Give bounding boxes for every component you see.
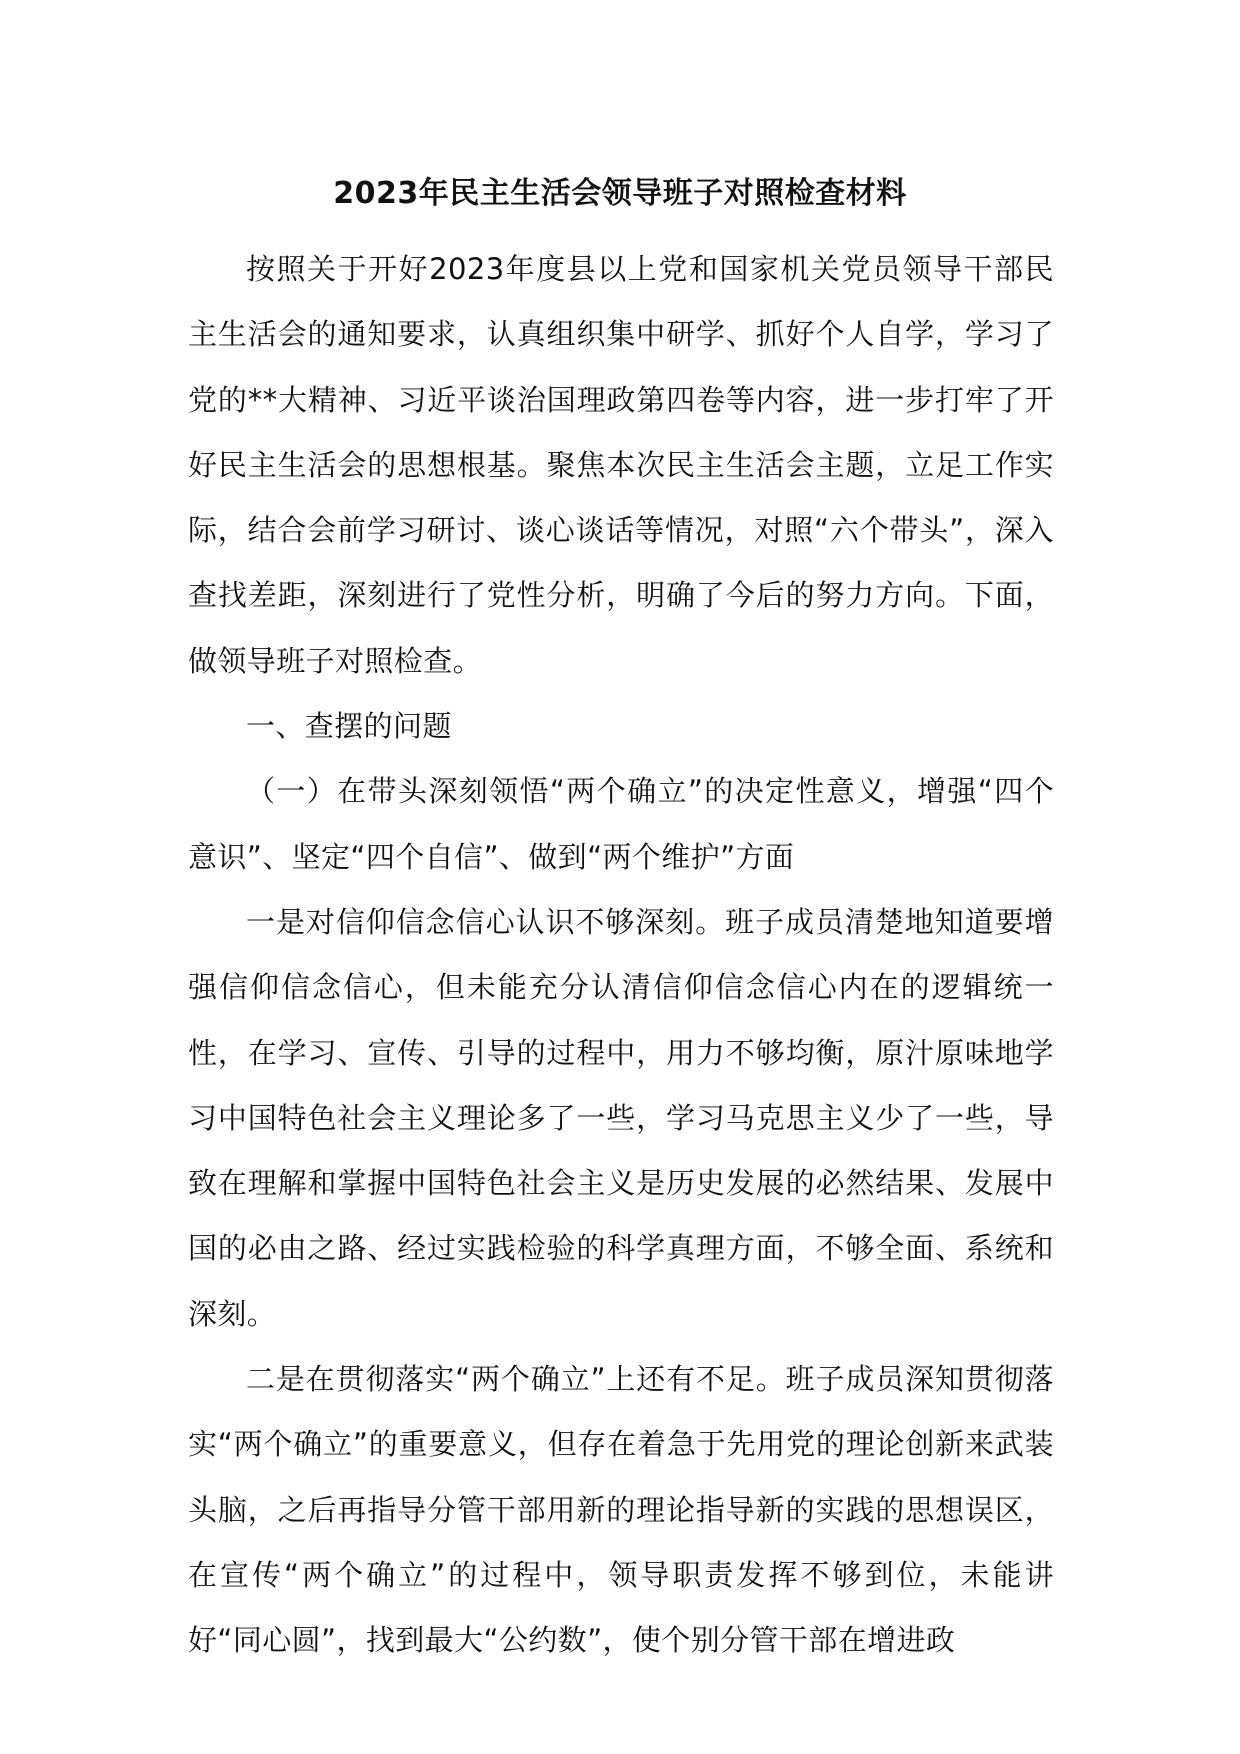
- document-title: 2023年民主生活会领导班子对照检查材料: [333, 176, 907, 211]
- document-body: [188, 237, 1054, 1674]
- subsection-heading: （一）在带头深刻领悟“两个确立”的决定性意义，增强“四个意识”、坚定“四个自信”、做到“两个维护”方面: [188, 774, 1054, 874]
- intro-paragraph: 按照关于开好2023年度县以上党和国家机关党员领导干部民主生活会的通知要求，认真组织集中研学、抓好个人自学，学习了党的**大精神、习近平谈治国理政第四卷等内容，进一步打牢了开好民主生活会的思想根基。聚焦本次民主生活会主题，立足工作实际，结合会前学习研讨、谈心谈话等情况，对照“六个带头”，深入查找差距，深刻进行了党性分析，明确了今后的努力方向。下面，做领导班子对照检查。: [188, 252, 1054, 678]
- section-heading: 一、查摆的问题: [246, 709, 452, 744]
- point-one-paragraph: 一是对信仰信念信心认识不够深刻。班子成员清楚地知道要增强信仰信念信心，但未能充分认清信仰信念信心内在的逻辑统一性，在学习、宣传、引导的过程中，用力不够均衡，原汁原味地学习中国特色社会主义理论多了一些，学习马克思主义少了一些，导致在理解和掌握中国特色社会主义是历史发展的必然结果、发展中国的必由之路、经过实践检验的科学真理方面，不够全面、系统和深刻。: [188, 904, 1054, 1331]
- point-two-paragraph: 二是在贯彻落实“两个确立”上还有不足。班子成员深知贯彻落实“两个确立”的重要意义，但存在着急于先用党的理论创新来武装头脑，之后再指导分管干部用新的理论指导新的实践的思想误区，在宣传“两个确立”的过程中，领导职责发挥不够到位，未能讲好“同心圆”，找到最大“公约数”，使个别分管干部在增进政: [188, 1362, 1054, 1658]
